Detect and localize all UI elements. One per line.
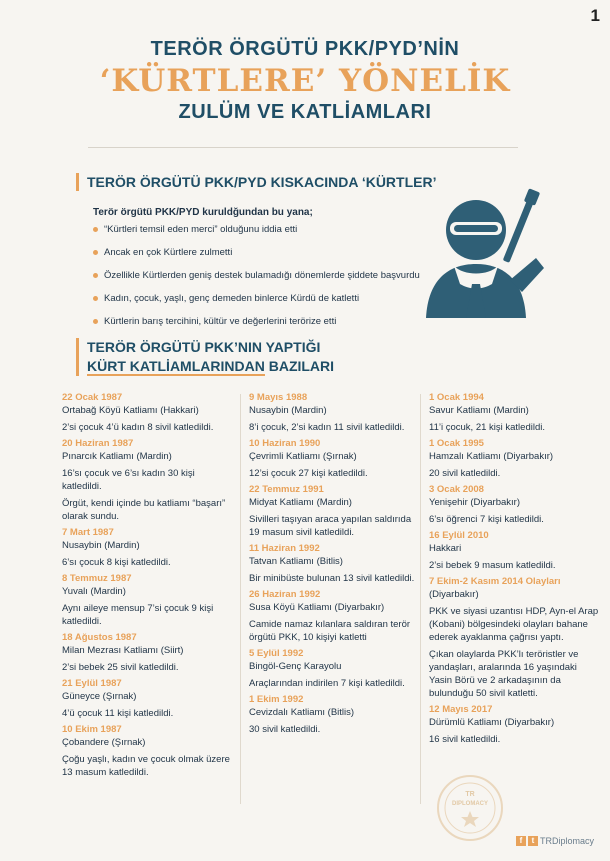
massacre-entry: [62, 573, 232, 628]
title-divider: [88, 147, 518, 148]
massacre-entry: [429, 484, 599, 526]
massacre-description: 16 sivil katledildi.: [429, 734, 501, 745]
massacre-description: 6’sı çocuk 8 kişi katledildi.: [62, 557, 171, 568]
massacre-description: 12’si çocuk 27 kişi katledildi.: [249, 468, 368, 479]
massacre-entry: [62, 632, 232, 674]
massacre-date: 3 Ocak 2008: [429, 484, 484, 495]
massacre-date: 21 Eylül 1987: [62, 678, 122, 689]
massacre-place: Çevrimli Katliamı (Şırnak): [249, 451, 357, 462]
bullet-list: [93, 224, 423, 339]
bullet-dot-icon: [93, 319, 98, 324]
massacre-entry: [62, 678, 232, 720]
footer-social: [516, 836, 594, 846]
massacre-entry: [249, 694, 419, 736]
massacre-entry: [429, 704, 599, 746]
massacre-place: Pınarcık Katliamı (Mardin): [62, 451, 172, 462]
massacre-place: Hamzalı Katliamı (Diyarbakır): [429, 451, 554, 462]
facebook-icon[interactable]: f: [516, 836, 526, 846]
seal-middle-text: DIPLOMACY: [452, 801, 488, 807]
bullet-dot-icon: [93, 250, 98, 255]
massacre-entry: [62, 527, 232, 569]
massacre-entry: [429, 438, 599, 480]
massacre-entry: [249, 648, 419, 690]
bullet-dot-icon: [93, 227, 98, 232]
bullet-item: Özellikle Kürtlerden geniş destek bulamadığı dönemlerde şiddete başvurdu: [93, 270, 423, 293]
massacre-entry: [249, 543, 419, 585]
massacre-date: 22 Ocak 1987: [62, 392, 123, 403]
massacre-date: 7 Mart 1987: [62, 527, 114, 538]
massacre-date: 7 Ekim-2 Kasım 2014 Olayları: [429, 576, 561, 587]
massacre-date: 10 Ekim 1987: [62, 724, 122, 735]
page-number: 1: [590, 6, 600, 25]
massacre-date: 10 Haziran 1990: [249, 438, 321, 449]
section-heading-katliamlar: TERÖR ÖRGÜTÜ PKK’NIN YAPTIĞI KÜRT KATLİAMLARINDAN BAZILARI: [76, 338, 334, 376]
section-heading-kiskac: TERÖR ÖRGÜTÜ PKK/PYD KISKACINDA ‘KÜRTLER’: [76, 173, 437, 191]
section-intro: Terör örgütü PKK/PYD kuruldğundan bu yana;: [93, 207, 313, 218]
bullet-item: Kadın, çocuk, yaşlı, genç demeden binlerce Kürdü de katletti: [93, 293, 423, 316]
massacre-place: Nusaybin (Mardin): [62, 540, 140, 551]
massacre-place: Tatvan Katliamı (Bitlis): [249, 556, 343, 567]
massacre-description: 11’i çocuk, 21 kişi katledildi.: [429, 422, 545, 433]
massacre-date: 1 Ekim 1992: [249, 694, 304, 705]
page-title: [0, 38, 610, 124]
massacre-description: 16’sı çocuk ve 6’sı kadın 30 kişi katledildi.: [62, 468, 195, 492]
social-handle[interactable]: TRDiplomacy: [539, 836, 594, 846]
massacre-entry: [249, 392, 419, 434]
seal-top-text: TR: [465, 791, 475, 798]
column-divider: [240, 394, 241, 804]
massacre-place: Susa Köyü Katliamı (Diyarbakır): [249, 602, 385, 613]
massacre-description: Bir minibüste bulunan 13 sivil katledildi.: [249, 573, 415, 584]
massacre-column-2: [249, 392, 419, 740]
massacre-description: Çıkan olaylarda PKK’lı teröristler ve yandaşları, aralarında 16 yaşındaki Yasin Börü ve 2 arkadaşının da bulunduğu 50 sivil katletti.: [429, 649, 579, 699]
massacre-entry: [429, 576, 599, 700]
title-line-2: ‘KÜRTLERE’ YÖNELİK: [99, 63, 511, 99]
massacre-date: 9 Mayıs 1988: [249, 392, 308, 403]
massacre-entry: [249, 438, 419, 480]
massacre-column-1: [62, 392, 232, 783]
masked-terrorist-icon: [418, 188, 558, 318]
massacre-description: 6’sı öğrenci 7 kişi katledildi.: [429, 514, 544, 525]
massacre-description: PKK ve siyasi uzantısı HDP, Ayn-el Arap (Kobani) bölgesindeki olayları bahane ederek ayaklanma çağrısı yaptı.: [429, 606, 599, 643]
massacre-date: 1 Ocak 1994: [429, 392, 484, 403]
massacre-entry: [429, 530, 599, 572]
massacre-date: 8 Temmuz 1987: [62, 573, 132, 584]
bullet-dot-icon: [93, 273, 98, 278]
massacre-description: 8’i çocuk, 2’si kadın 11 sivil katledildi.: [249, 422, 405, 433]
massacre-entry: [62, 724, 232, 779]
twitter-icon[interactable]: t: [528, 836, 538, 846]
bullet-item: “Kürtleri temsil eden merci” olduğunu iddia etti: [93, 224, 423, 247]
massacre-description: 20 sivil katledildi.: [429, 468, 501, 479]
massacre-description: Camide namaz kılanlara saldıran terör örgütü PKK, 10 kişiyi katletti: [249, 619, 411, 643]
massacre-entry: [249, 484, 419, 539]
massacre-date: 11 Haziran 1992: [249, 543, 320, 554]
massacre-entry: [429, 392, 599, 434]
massacre-place: Hakkari: [429, 543, 462, 554]
massacre-place: Güneyce (Şırnak): [62, 691, 137, 702]
massacre-place: Bingöl-Genç Karayolu: [249, 661, 342, 672]
massacre-date: 5 Eylül 1992: [249, 648, 304, 659]
massacre-place: Midyat Katliamı (Mardin): [249, 497, 352, 508]
massacre-description: Çoğu yaşlı, kadın ve çocuk olmak üzere 13 masum katledildi.: [62, 754, 230, 778]
massacre-place: Yenişehir (Diyarbakır): [429, 497, 520, 508]
bullet-item: Kürtlerin barış tercihini, kültür ve değerlerini terörize etti: [93, 316, 423, 339]
tr-diplomacy-seal: [436, 774, 504, 842]
massacre-description: Örgüt, kendi içinde bu katliamı “başarı” olarak sundu.: [62, 498, 226, 522]
massacre-description: Sivilleri taşıyan araca yapılan saldırıda 19 masum sivil katledildi.: [249, 514, 412, 538]
massacre-place: Çobandere (Şırnak): [62, 737, 146, 748]
massacre-column-3: [429, 392, 599, 750]
massacre-entry: [249, 589, 419, 644]
massacre-description: 2’si bebek 25 sivil katledildi.: [62, 662, 179, 673]
column-divider: [420, 394, 421, 804]
massacre-date: 18 Ağustos 1987: [62, 632, 137, 643]
massacre-date: 16 Eylül 2010: [429, 530, 489, 541]
massacre-date: 22 Temmuz 1991: [249, 484, 324, 495]
massacre-date: 12 Mayıs 2017: [429, 704, 493, 715]
massacre-entry: [62, 438, 232, 523]
massacre-place: Ortabağ Köyü Katliamı (Hakkari): [62, 405, 199, 416]
massacre-place: Cevizdalı Katliamı (Bitlis): [249, 707, 355, 718]
massacre-place: Yuvalı (Mardin): [62, 586, 126, 597]
title-line-1: TERÖR ÖRGÜTÜ PKK/PYD’NİN: [150, 38, 460, 60]
massacre-place: Savur Katliamı (Mardin): [429, 405, 529, 416]
massacre-place: Milan Mezrası Katliamı (Siirt): [62, 645, 184, 656]
massacre-date: 20 Haziran 1987: [62, 438, 134, 449]
bullet-dot-icon: [93, 296, 98, 301]
massacre-description: Araçlarından indirilen 7 kişi katledildi.: [249, 678, 405, 689]
title-line-3: ZULÜM VE KATLİAMLARI: [178, 101, 432, 123]
massacre-description: 2’si çocuk 4’ü kadın 8 sivil katledildi.: [62, 422, 214, 433]
massacre-description: 4’ü çocuk 11 kişi katledildi.: [62, 708, 174, 719]
massacre-date: 26 Haziran 1992: [249, 589, 321, 600]
bullet-item: Ancak en çok Kürtlere zulmetti: [93, 247, 423, 270]
massacre-date: 1 Ocak 1995: [429, 438, 484, 449]
massacre-entry: [62, 392, 232, 434]
massacre-place: Dürümlü Katliamı (Diyarbakır): [429, 717, 555, 728]
massacre-description: Aynı aileye mensup 7’si çocuk 9 kişi katledildi.: [62, 603, 214, 627]
massacre-place: Nusaybin (Mardin): [249, 405, 327, 416]
massacre-description: 2’si bebek 9 masum katledildi.: [429, 560, 556, 571]
massacre-description: 30 sivil katledildi.: [249, 724, 321, 735]
massacre-place: (Diyarbakır): [429, 589, 479, 600]
